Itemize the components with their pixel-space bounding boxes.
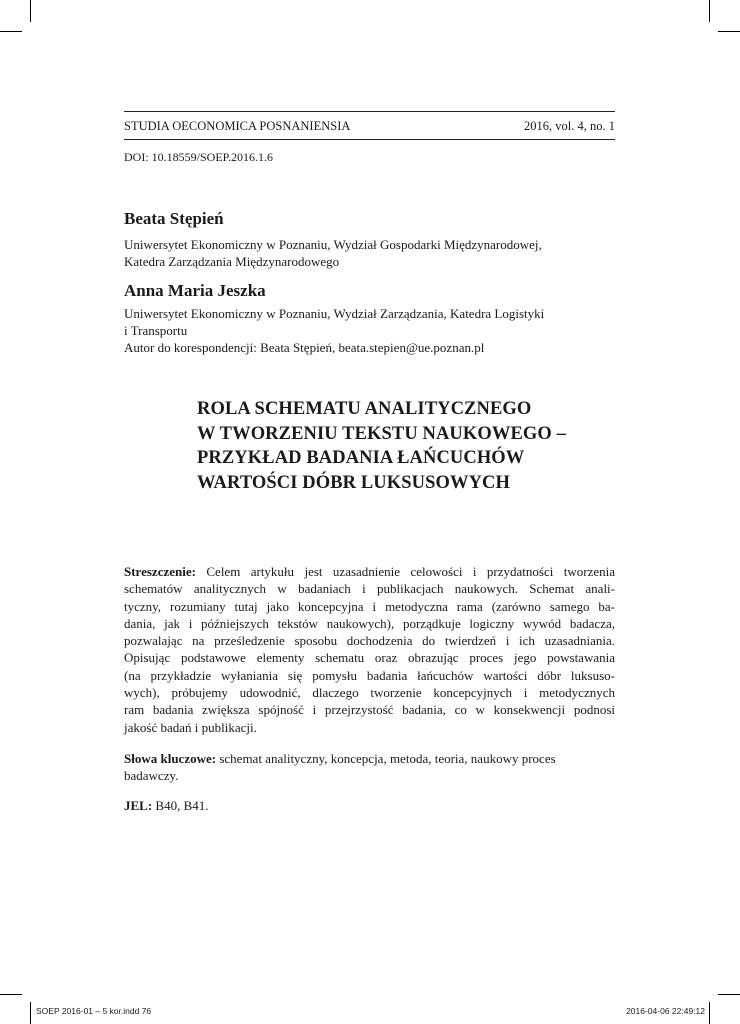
crop-mark <box>718 994 740 995</box>
running-head <box>124 119 615 134</box>
journal-name: STUDIA OECONOMICA POSNANIENSIA <box>124 119 351 133</box>
crop-mark <box>0 994 22 995</box>
affiliation-line: Uniwersytet Ekonomiczny w Poznaniu, Wydział Zarządzania, Katedra Logistyki <box>124 306 545 321</box>
abstract-line: schematów analitycznych w badaniach i publikacjach naukowych. Schemat anali- <box>124 581 615 597</box>
keywords <box>124 750 615 785</box>
footer-slug-left: SOEP 2016-01 – 5 kor.indd 76 <box>36 1006 152 1016</box>
abstract-line: tyczny, rozumiany tutaj jako koncepcyjna i metodyczna rama (zarówno samego ba- <box>124 598 615 614</box>
crop-mark <box>709 0 710 22</box>
title-line: PRZYKŁAD BADANIA ŁAŃCUCHÓW <box>197 448 525 468</box>
author-affiliation-2 <box>124 305 604 356</box>
crop-mark <box>709 1002 710 1024</box>
abstract-line: dania, jak i późniejszych tekstów naukowych), porządkuje logiczny wywód badacza, <box>124 615 615 631</box>
article-title <box>197 397 617 495</box>
author-name-2: Anna Maria Jeszka <box>124 281 266 300</box>
affiliation-line: Katedra Zarządzania Międzynarodowego <box>124 254 340 269</box>
abstract-line: (na przykładzie wyłaniania się pomysłu badania łańcuchów wartości dóbr luksuso- <box>124 667 615 683</box>
abstract-line: pozwalając na prześledzenie sposobu dochodzenia do twierdzeń i ich uzasadniania. <box>124 633 615 649</box>
abstract <box>124 563 615 736</box>
jel-value: B40, B41. <box>155 798 209 813</box>
abstract-line: Opisując podstawowe elementy schematu oraz obrazując proces jego powstawania <box>124 650 615 666</box>
corresponding-author: Autor do korespondencji: Beata Stępień, beata.stepien@ue.poznan.pl <box>124 340 485 355</box>
author-affiliation-1 <box>124 236 604 270</box>
crop-mark <box>0 31 22 32</box>
header-rule-top <box>124 111 615 112</box>
author-name-1: Beata Stępień <box>124 209 224 228</box>
abstract-line: ram badania zwiększa spójność i przejrzystość badania, co w konsekwencji podnosi <box>124 702 615 718</box>
abstract-line <box>124 563 615 580</box>
jel-label: JEL: <box>124 798 153 813</box>
abstract-line: wych), próbujemy udowodnić, dlaczego tworzenie koncepcyjnych i metodycznych <box>124 685 615 701</box>
doi: DOI: 10.18559/SOEP.2016.1.6 <box>124 150 274 164</box>
issue-info: 2016, vol. 4, no. 1 <box>524 119 615 133</box>
title-line: W TWORZENIU TEKSTU NAUKOWEGO – <box>197 423 566 444</box>
title-line: ROLA SCHEMATU ANALITYCZNEGO <box>197 399 532 419</box>
keywords-values: schemat analityczny, koncepcja, metoda, teoria, naukowy proces <box>219 751 556 766</box>
affiliation-line: Uniwersytet Ekonomiczny w Poznaniu, Wydział Gospodarki Międzynarodowej, <box>124 237 542 252</box>
footer-slug-right: 2016-04-06 22:49:12 <box>626 1006 705 1016</box>
jel-codes <box>124 798 209 814</box>
affiliation-line: i Transportu <box>124 323 188 338</box>
abstract-line: jakość badań i publikacji. <box>124 719 257 735</box>
crop-mark <box>718 31 740 32</box>
abstract-label: Streszczenie: <box>124 564 196 579</box>
keywords-line: badawczy. <box>124 768 179 784</box>
header-rule-bottom <box>124 139 615 140</box>
abstract-first-line: Celem artykułu jest uzasadnienie celowości i przydatności tworzenia <box>206 564 615 579</box>
crop-mark <box>30 0 31 22</box>
keywords-line <box>124 750 615 767</box>
title-line: WARTOŚCI DÓBR LUKSUSOWYCH <box>197 472 510 493</box>
keywords-label: Słowa kluczowe: <box>124 751 217 766</box>
crop-mark <box>30 1002 31 1024</box>
